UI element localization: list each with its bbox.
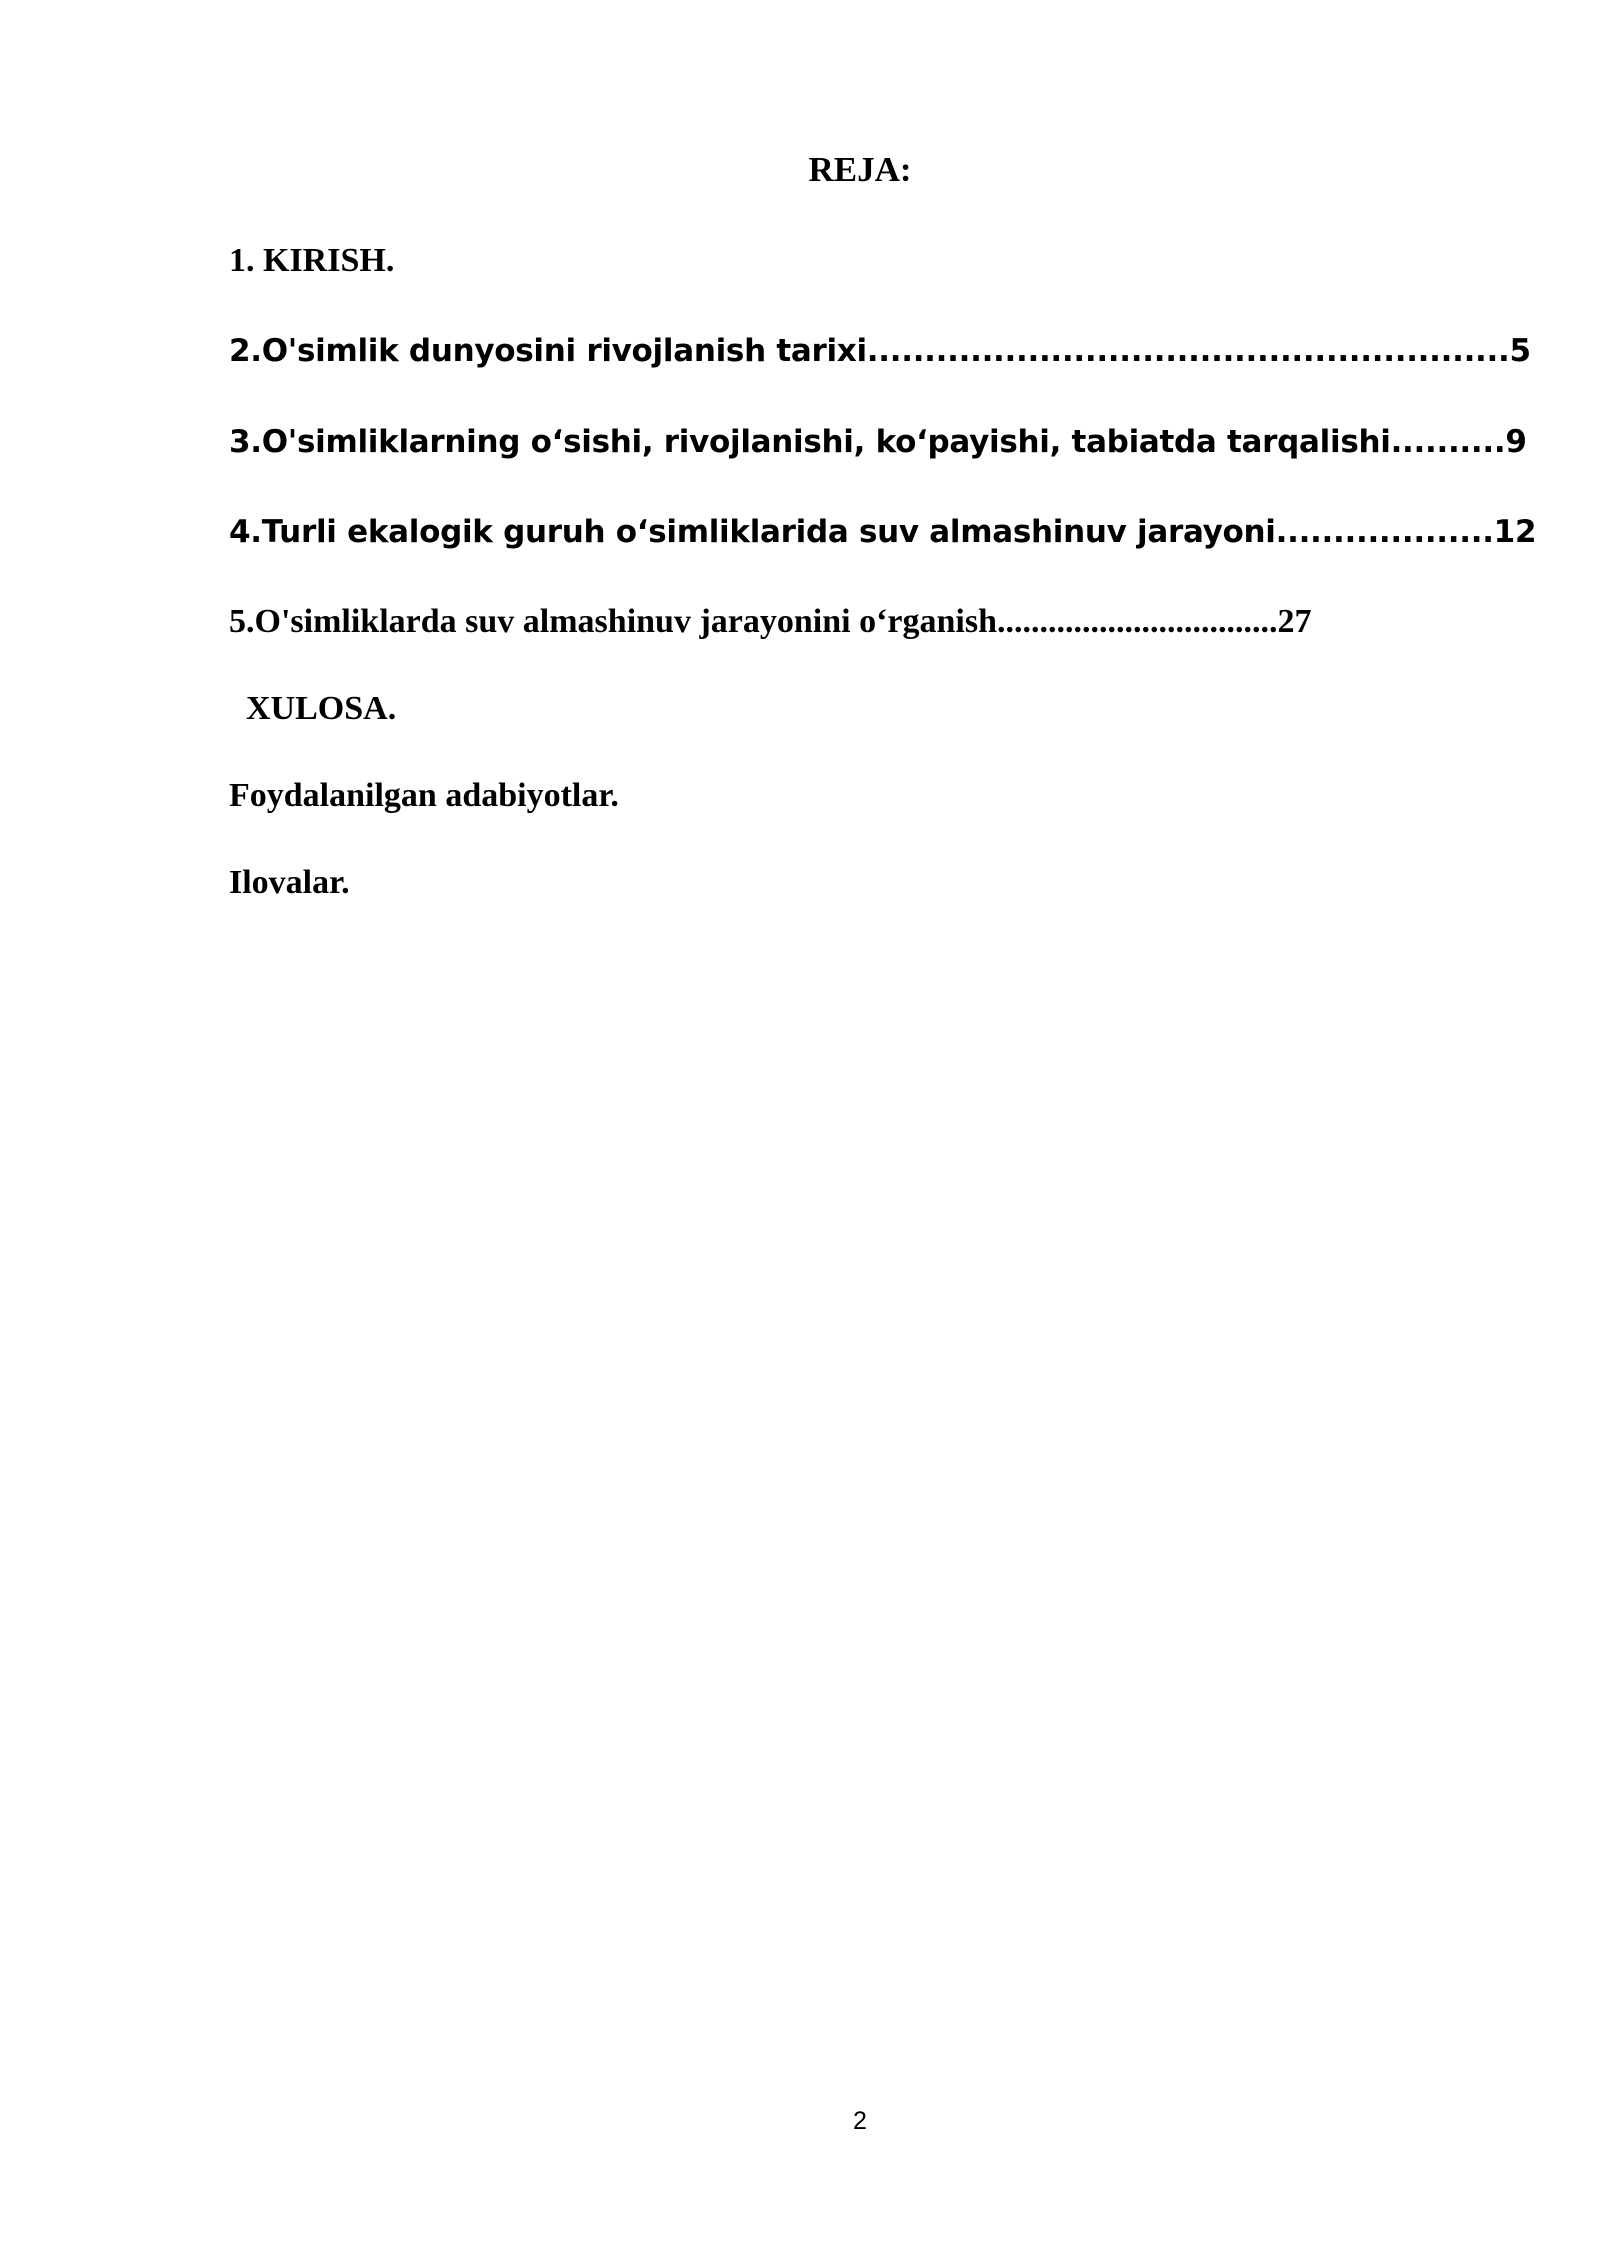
page-title: REJA: (808, 150, 912, 189)
toc-item-appendices: Ilovalar. (229, 864, 350, 901)
toc-item-2: 2.O'simlik dunyosini rivojlanish tarixi........................................................5 (229, 333, 1531, 369)
page-number: 2 (853, 2107, 867, 2135)
toc-item-kirish: 1. KIRISH. (229, 242, 395, 279)
toc-item-3: 3.O'simliklarning o‘sishi, rivojlanishi, ko‘payishi, tabiatda tarqalishi..........9 (229, 424, 1527, 460)
toc-item-5: 5.O'simliklarda suv almashinuv jarayonini o‘rganish.................................27 (229, 603, 1312, 640)
toc-item-references: Foydalanilgan adabiyotlar. (229, 777, 619, 814)
toc-item-xulosa: XULOSA. (229, 690, 397, 727)
toc-item-4: 4.Turli ekalogik guruh o‘simliklarida suv almashinuv jarayoni...................12 (229, 514, 1537, 550)
